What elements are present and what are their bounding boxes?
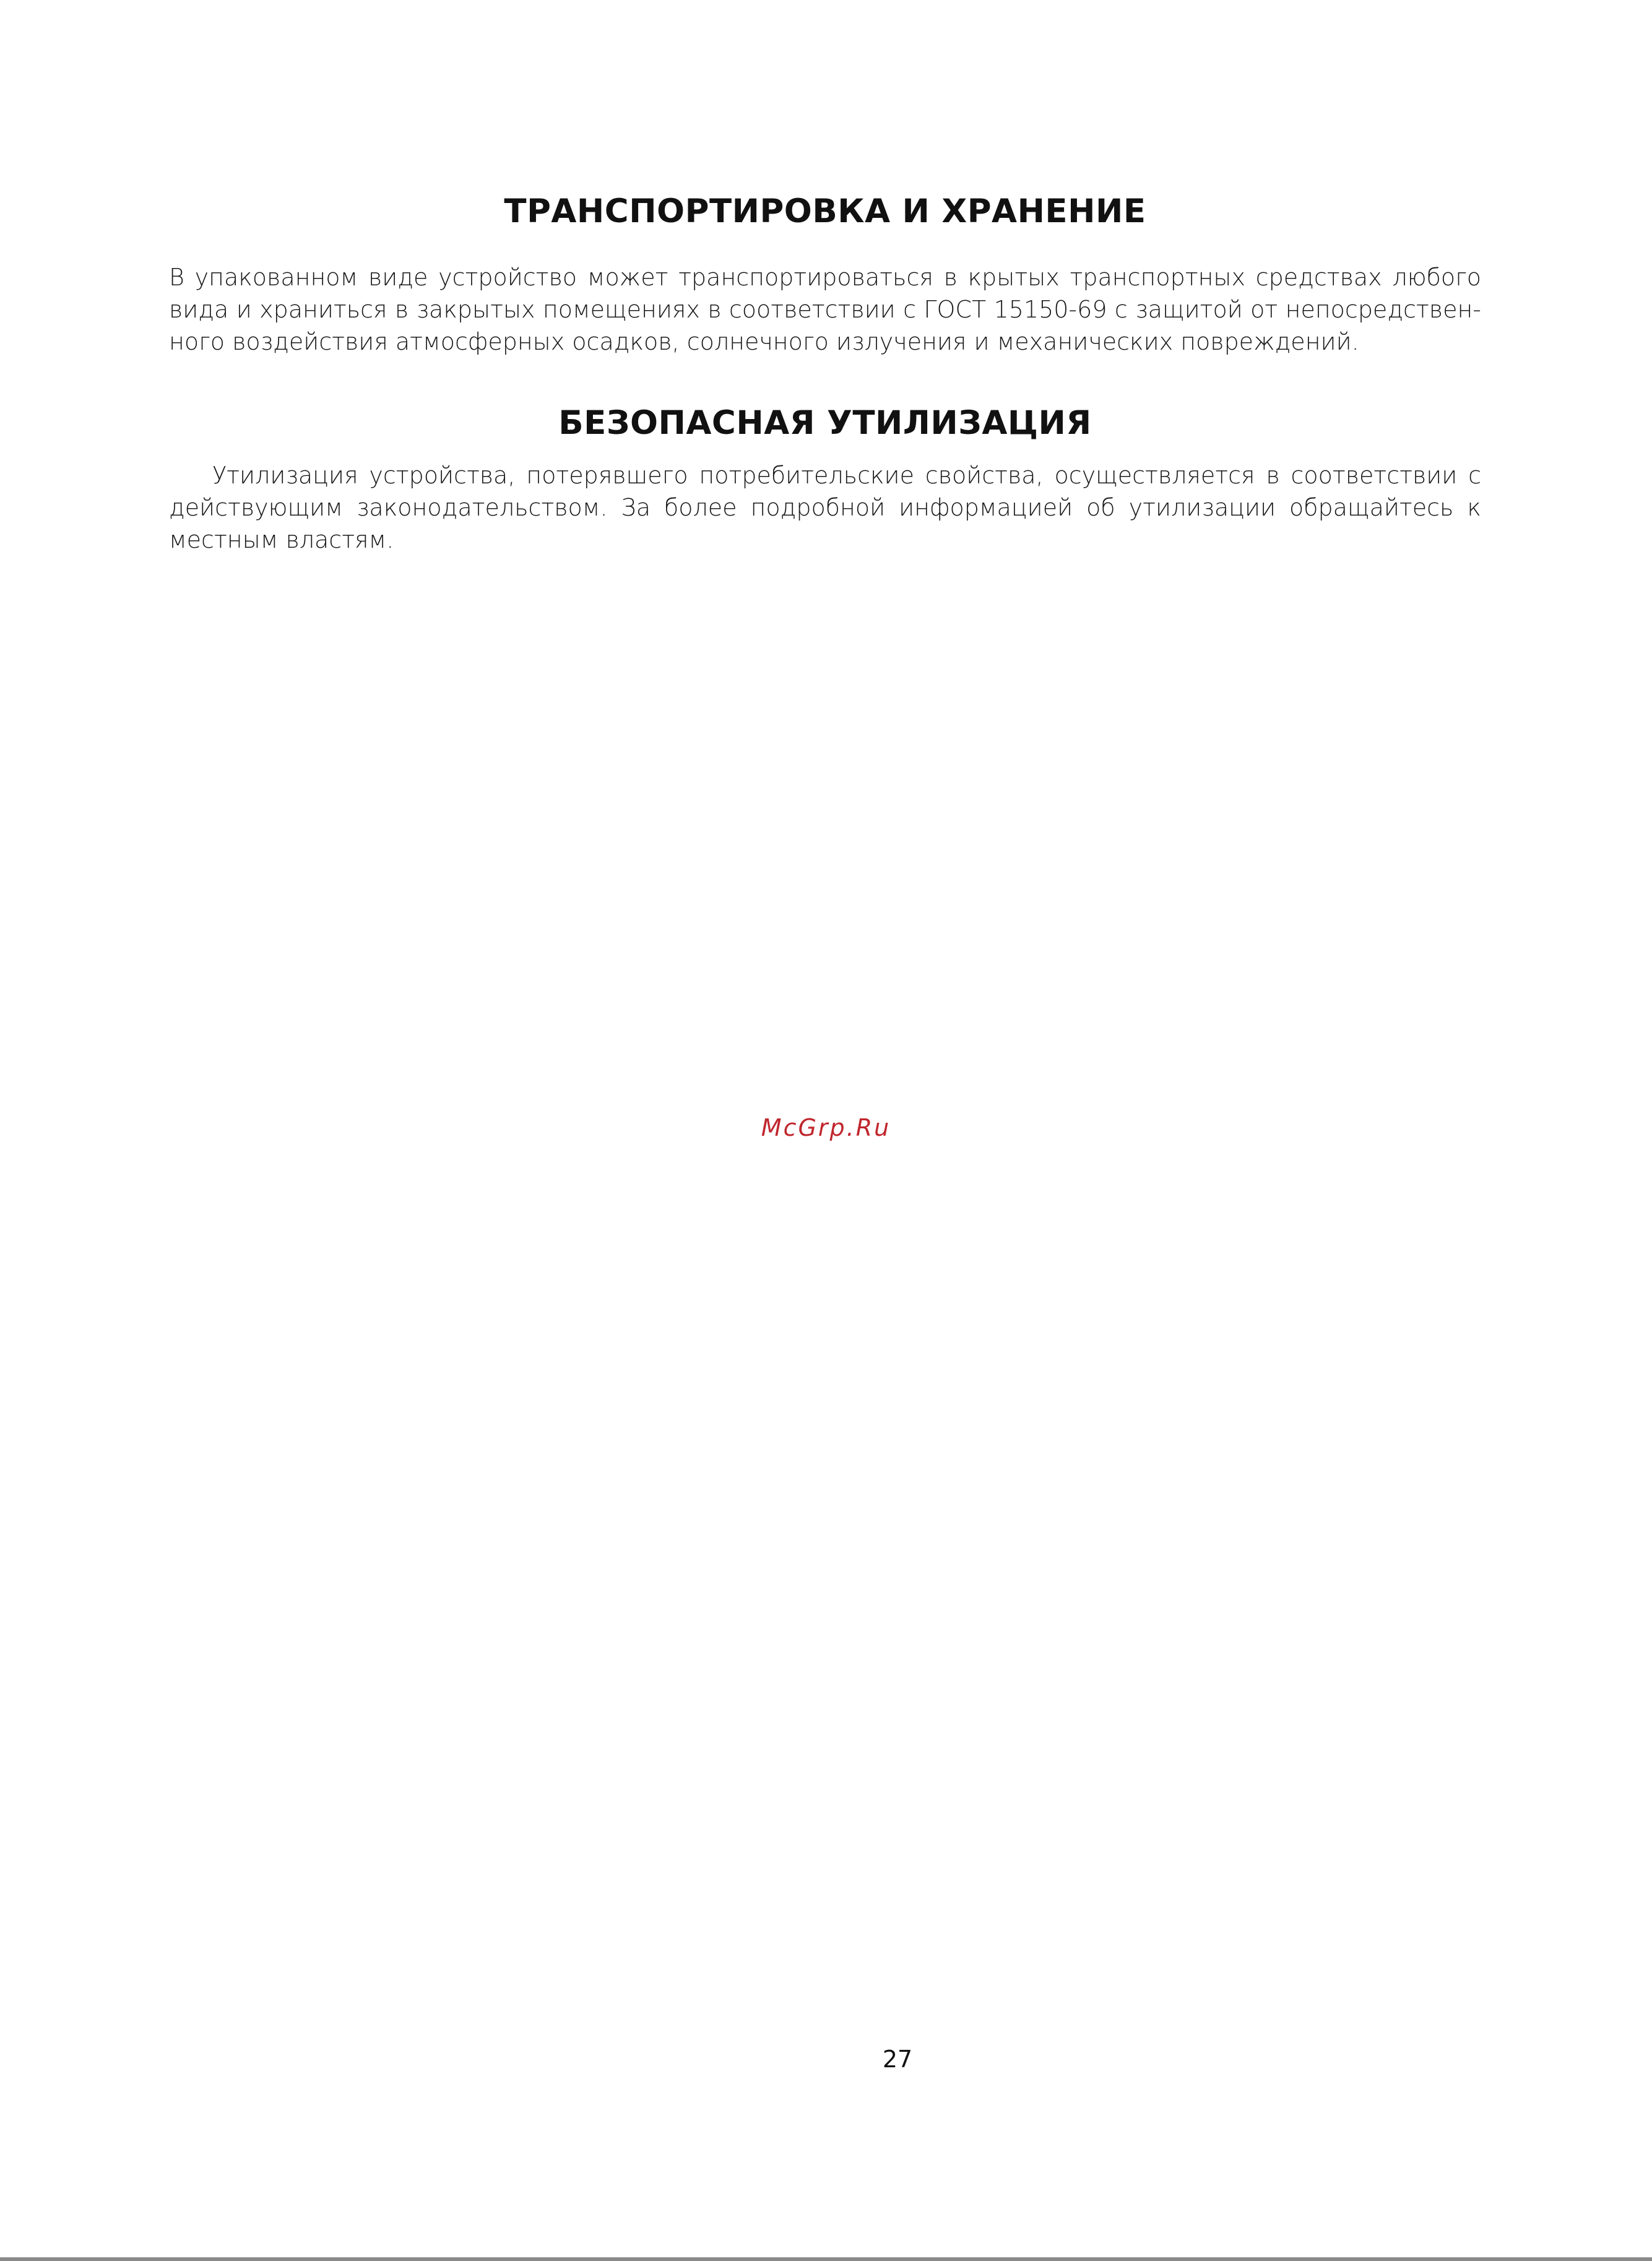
section-title-safe-disposal: БЕЗОПАСНАЯ УТИЛИЗАЦИЯ: [558, 404, 1092, 442]
page-number: 27: [882, 2046, 913, 2073]
watermark-text: McGrp.Ru: [761, 1114, 891, 1141]
section-title-transport-storage: ТРАНСПОРТИРОВКА И ХРАНЕНИЕ: [504, 192, 1146, 230]
bottom-divider: [0, 2257, 1652, 2261]
section-body-transport-storage: В упакованном виде устройство может транспортироваться в крытых транспортных средствах любого вида и храниться в закрытых помещениях в соответствии с ГОСТ 15150-69 с защитой от непосредствен-ного воздействия атмосферных осадков, солнечного излучения и механических повреждений.: [169, 264, 1481, 355]
section-body-safe-disposal: Утилизация устройства, потерявшего потребительские свойства, осуществляется в соответствии с действующим законодательством. За более подробной информацией об утилизации обращайтесь к местным властям.: [169, 462, 1481, 553]
